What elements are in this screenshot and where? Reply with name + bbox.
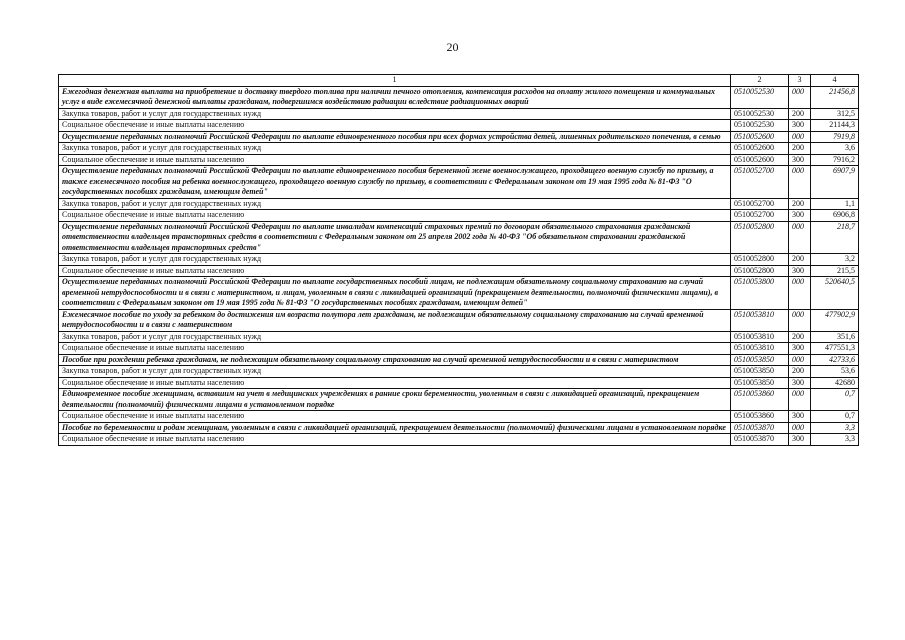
row-description: Ежегодная денежная выплата на приобретение и доставку твердого топлива при наличии печного отопления, компенсация расходов на оплату жилого помещения и коммунальных услуг в виде ежемесячной денежной выплаты гражданам, подвергшимся воздействию радиации вследствие радиационных аварий <box>59 86 731 108</box>
row-expense-type: 000 <box>789 277 811 310</box>
row-description: Закупка товаров, работ и услуг для государственных нужд <box>59 331 731 343</box>
row-expense-type: 300 <box>789 154 811 166</box>
row-description: Закупка товаров, работ и услуг для государственных нужд <box>59 254 731 266</box>
row-expense-type: 200 <box>789 254 811 266</box>
row-description: Социальное обеспечение и иные выплаты населению <box>59 120 731 132</box>
row-expense-type: 000 <box>789 221 811 254</box>
row-amount: 21456,8 <box>811 86 859 108</box>
row-expense-type: 300 <box>789 411 811 423</box>
row-expense-type: 000 <box>789 389 811 411</box>
row-amount: 218,7 <box>811 221 859 254</box>
budget-table <box>58 74 859 446</box>
row-amount: 477902,9 <box>811 309 859 331</box>
row-description: Осуществление переданных полномочий Российской Федерации по выплате государственных пособий лицам, не подлежащим обязательному социальному страхованию на случай временной нетрудоспособности и в связи с материнством, и лицам, уволенным в связи с ликвидацией организаций (прекращением деятельности, полномочий физическими лицами), в соответствии с Федеральным законом от 19 мая 1995 года № 81-ФЗ "О государственных пособиях гражданам, имеющим детей" <box>59 277 731 310</box>
table-row <box>59 120 859 132</box>
row-expense-type: 000 <box>789 422 811 434</box>
row-description: Социальное обеспечение и иные выплаты населению <box>59 434 731 446</box>
row-target-code: 0510052800 <box>731 221 789 254</box>
row-amount: 351,6 <box>811 331 859 343</box>
table-row <box>59 166 859 199</box>
column-header-4: 4 <box>811 75 859 87</box>
row-target-code: 0510053870 <box>731 422 789 434</box>
table-row <box>59 277 859 310</box>
row-target-code: 0510053810 <box>731 343 789 355</box>
row-amount: 21144,3 <box>811 120 859 132</box>
row-amount: 6907,9 <box>811 166 859 199</box>
row-description: Закупка товаров, работ и услуг для государственных нужд <box>59 108 731 120</box>
row-amount: 0,7 <box>811 389 859 411</box>
row-expense-type: 000 <box>789 166 811 199</box>
row-description: Социальное обеспечение и иные выплаты населению <box>59 377 731 389</box>
table-row <box>59 108 859 120</box>
row-expense-type: 300 <box>789 120 811 132</box>
row-amount: 3,3 <box>811 422 859 434</box>
row-description: Закупка товаров, работ и услуг для государственных нужд <box>59 366 731 378</box>
row-expense-type: 000 <box>789 309 811 331</box>
table-row <box>59 254 859 266</box>
table-row <box>59 131 859 143</box>
row-target-code: 0510052700 <box>731 210 789 222</box>
row-expense-type: 300 <box>789 210 811 222</box>
row-expense-type: 300 <box>789 265 811 277</box>
row-target-code: 0510053850 <box>731 366 789 378</box>
row-amount: 215,5 <box>811 265 859 277</box>
row-target-code: 0510053800 <box>731 277 789 310</box>
row-description: Осуществление переданных полномочий Российской Федерации по выплате инвалидам компенсаций страховых премий по договорам обязательного страхования гражданской ответственности владельцев транспортных средств в соответствии с Федеральным законом от 25 апреля 2002 года № 40-ФЗ "Об обязательном страховании гражданской ответственности владельцев транспортных средств" <box>59 221 731 254</box>
row-description: Осуществление переданных полномочий Российской Федерации по выплате единовременного пособия беременной жене военнослужащего, проходящего военную службу по призыву, а также ежемесячного пособия на ребенка военнослужащего, проходящего военную службу по призыву, в соответствии с Федеральным законом от 19 мая 1995 года № 81-ФЗ "О государственных пособиях гражданам, имеющим детей" <box>59 166 731 199</box>
row-expense-type: 300 <box>789 434 811 446</box>
row-amount: 3,6 <box>811 143 859 155</box>
row-expense-type: 200 <box>789 143 811 155</box>
row-target-code: 0510053870 <box>731 434 789 446</box>
row-amount: 42733,6 <box>811 354 859 366</box>
table-header-row <box>59 75 859 87</box>
row-target-code: 0510053850 <box>731 377 789 389</box>
row-target-code: 0510052530 <box>731 120 789 132</box>
row-target-code: 0510053810 <box>731 309 789 331</box>
row-target-code: 0510052600 <box>731 131 789 143</box>
row-expense-type: 300 <box>789 343 811 355</box>
table-row <box>59 422 859 434</box>
row-amount: 520640,5 <box>811 277 859 310</box>
row-description: Осуществление переданных полномочий Российской Федерации по выплате единовременного пособия при всех формах устройства детей, лишенных родительского попечения, в семью <box>59 131 731 143</box>
row-target-code: 0510052800 <box>731 265 789 277</box>
table-row <box>59 309 859 331</box>
row-description: Социальное обеспечение и иные выплаты населению <box>59 343 731 355</box>
table-row <box>59 221 859 254</box>
row-amount: 7919,8 <box>811 131 859 143</box>
page-number: 20 <box>446 40 459 54</box>
column-header-2: 2 <box>731 75 789 87</box>
row-target-code: 0510052800 <box>731 254 789 266</box>
row-description: Закупка товаров, работ и услуг для государственных нужд <box>59 198 731 210</box>
table-row <box>59 198 859 210</box>
row-amount: 6906,8 <box>811 210 859 222</box>
row-expense-type: 000 <box>789 354 811 366</box>
row-target-code: 0510053810 <box>731 331 789 343</box>
table-row <box>59 265 859 277</box>
table-row <box>59 434 859 446</box>
row-target-code: 0510053860 <box>731 389 789 411</box>
column-header-3: 3 <box>789 75 811 87</box>
column-header-1: 1 <box>59 75 731 87</box>
row-target-code: 0510052600 <box>731 143 789 155</box>
row-amount: 312,5 <box>811 108 859 120</box>
row-expense-type: 000 <box>789 86 811 108</box>
row-description: Социальное обеспечение и иные выплаты населению <box>59 210 731 222</box>
row-description: Единовременное пособие женщинам, вставшим на учет в медицинских учреждениях в ранние сроки беременности, уволенным в связи с ликвидацией организаций, прекращением деятельности (полномочий) физическими лицами в установленном порядке <box>59 389 731 411</box>
row-target-code: 0510052600 <box>731 154 789 166</box>
table-row <box>59 366 859 378</box>
table-row <box>59 154 859 166</box>
row-target-code: 0510052530 <box>731 108 789 120</box>
table-row <box>59 331 859 343</box>
row-target-code: 0510053860 <box>731 411 789 423</box>
table-row <box>59 411 859 423</box>
row-amount: 7916,2 <box>811 154 859 166</box>
row-amount: 1,1 <box>811 198 859 210</box>
row-expense-type: 200 <box>789 331 811 343</box>
row-amount: 42680 <box>811 377 859 389</box>
row-target-code: 0510052700 <box>731 198 789 210</box>
row-target-code: 0510052530 <box>731 86 789 108</box>
row-target-code: 0510053850 <box>731 354 789 366</box>
row-amount: 0,7 <box>811 411 859 423</box>
row-description: Социальное обеспечение и иные выплаты населению <box>59 154 731 166</box>
table-body <box>59 86 859 445</box>
row-target-code: 0510052700 <box>731 166 789 199</box>
table-row <box>59 354 859 366</box>
table-row <box>59 389 859 411</box>
table-row <box>59 143 859 155</box>
row-description: Закупка товаров, работ и услуг для государственных нужд <box>59 143 731 155</box>
row-description: Пособие при рождении ребенка гражданам, не подлежащим обязательному социальному страхованию на случай временной нетрудоспособности и в связи с материнством <box>59 354 731 366</box>
row-amount: 3,2 <box>811 254 859 266</box>
row-amount: 3,3 <box>811 434 859 446</box>
row-expense-type: 300 <box>789 377 811 389</box>
row-description: Социальное обеспечение и иные выплаты населению <box>59 265 731 277</box>
row-expense-type: 200 <box>789 108 811 120</box>
table-row <box>59 343 859 355</box>
table-row <box>59 210 859 222</box>
row-amount: 477551,3 <box>811 343 859 355</box>
row-description: Пособие по беременности и родам женщинам, уволенным в связи с ликвидацией организаций, прекращением деятельности (полномочий) физическими лицами в установленном порядке <box>59 422 731 434</box>
row-description: Социальное обеспечение и иные выплаты населению <box>59 411 731 423</box>
row-expense-type: 200 <box>789 198 811 210</box>
table-row <box>59 377 859 389</box>
row-expense-type: 200 <box>789 366 811 378</box>
row-amount: 53,6 <box>811 366 859 378</box>
table-row <box>59 86 859 108</box>
row-description: Ежемесячное пособие по уходу за ребенком до достижения им возраста полутора лет гражданам, не подлежащим обязательному социальному страхованию на случай временной нетрудоспособности и в связи с материнством <box>59 309 731 331</box>
row-expense-type: 000 <box>789 131 811 143</box>
